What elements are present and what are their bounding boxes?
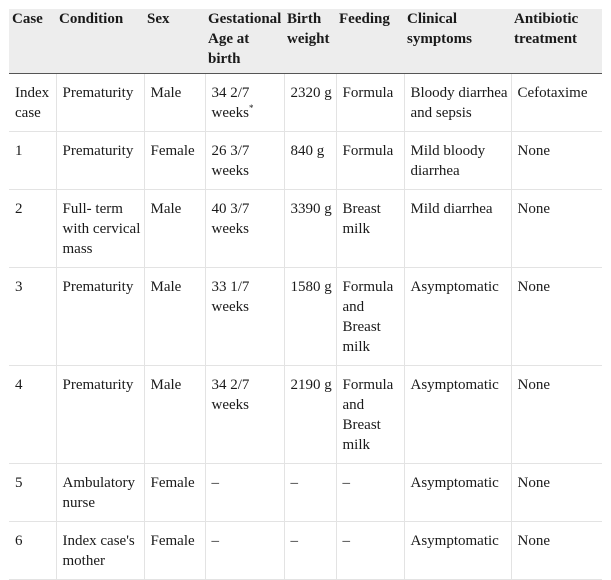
cell-feeding: Breast milk bbox=[336, 190, 404, 268]
cell-gestational-age: 26 3/7 weeks bbox=[205, 132, 284, 190]
cell-case: 1 bbox=[9, 132, 56, 190]
cell-gestational-age: – bbox=[205, 522, 284, 580]
table-row bbox=[9, 132, 602, 190]
header-clinical-symptoms: Clinical symptoms bbox=[404, 9, 511, 74]
table-row bbox=[9, 190, 602, 268]
cell-sex: Male bbox=[144, 190, 205, 268]
cell-gestational-age: 40 3/7 weeks bbox=[205, 190, 284, 268]
cell-clinical-symptoms: Asymptomatic bbox=[404, 366, 511, 464]
cell-antibiotic: None bbox=[511, 522, 602, 580]
cell-feeding: – bbox=[336, 522, 404, 580]
table-row bbox=[9, 522, 602, 580]
header-condition: Condition bbox=[56, 9, 144, 74]
cell-case: 6 bbox=[9, 522, 56, 580]
header-antibiotic-treatment: Antibiotic treatment bbox=[511, 9, 602, 74]
cell-antibiotic: None bbox=[511, 366, 602, 464]
cell-antibiotic: None bbox=[511, 190, 602, 268]
cell-case: 3 bbox=[9, 268, 56, 366]
cell-gestational-age: – bbox=[205, 464, 284, 522]
table-row bbox=[9, 366, 602, 464]
cell-condition: Prematurity bbox=[56, 132, 144, 190]
cell-clinical-symptoms: Bloody diarrhea and sepsis bbox=[404, 74, 511, 132]
cell-condition: Index case's mother bbox=[56, 522, 144, 580]
cell-condition: Ambulatory nurse bbox=[56, 464, 144, 522]
cell-birth-weight: – bbox=[284, 464, 336, 522]
cell-clinical-symptoms: Mild bloody diarrhea bbox=[404, 132, 511, 190]
cell-sex: Female bbox=[144, 464, 205, 522]
gestational-age-value: 34 2/7 weeks bbox=[211, 85, 250, 121]
table-row bbox=[9, 464, 602, 522]
cell-sex: Male bbox=[144, 268, 205, 366]
table-row bbox=[9, 74, 602, 132]
cell-gestational-age: 33 1/7 weeks bbox=[205, 268, 284, 366]
cell-condition: Prematurity bbox=[56, 74, 144, 132]
cell-sex: Female bbox=[144, 132, 205, 190]
cell-birth-weight: 1580 g bbox=[284, 268, 336, 366]
cell-feeding: – bbox=[336, 464, 404, 522]
cell-feeding: Formula bbox=[336, 132, 404, 190]
cell-antibiotic: Cefotaxime bbox=[511, 74, 602, 132]
header-row bbox=[9, 9, 602, 74]
cell-condition: Full- term with cervical mass bbox=[56, 190, 144, 268]
cell-sex: Male bbox=[144, 74, 205, 132]
cell-clinical-symptoms: Asymptomatic bbox=[404, 268, 511, 366]
cell-condition: Prematurity bbox=[56, 268, 144, 366]
cell-antibiotic: None bbox=[511, 464, 602, 522]
cell-case: 4 bbox=[9, 366, 56, 464]
cell-case: 2 bbox=[9, 190, 56, 268]
cell-sex: Male bbox=[144, 366, 205, 464]
cell-birth-weight: 3390 g bbox=[284, 190, 336, 268]
cell-condition: Prematurity bbox=[56, 366, 144, 464]
header-feeding: Feeding bbox=[336, 9, 404, 74]
cell-clinical-symptoms: Asymptomatic bbox=[404, 464, 511, 522]
header-birth-weight: Birth weight bbox=[284, 9, 336, 74]
table-row bbox=[9, 268, 602, 366]
cell-feeding: Formula bbox=[336, 74, 404, 132]
footnote-marker: * bbox=[249, 103, 254, 113]
header-gestational-age: Gestational Age at birth bbox=[205, 9, 284, 74]
header-sex: Sex bbox=[144, 9, 205, 74]
cell-sex: Female bbox=[144, 522, 205, 580]
cell-gestational-age: 34 2/7 weeks bbox=[205, 366, 284, 464]
cell-birth-weight: – bbox=[284, 522, 336, 580]
cell-feeding: Formula and Breast milk bbox=[336, 268, 404, 366]
cell-antibiotic: None bbox=[511, 268, 602, 366]
cell-birth-weight: 2190 g bbox=[284, 366, 336, 464]
cell-birth-weight: 2320 g bbox=[284, 74, 336, 132]
cell-birth-weight: 840 g bbox=[284, 132, 336, 190]
header-case: Case bbox=[9, 9, 56, 74]
cell-clinical-symptoms: Asymptomatic bbox=[404, 522, 511, 580]
cell-clinical-symptoms: Mild diarrhea bbox=[404, 190, 511, 268]
cell-antibiotic: None bbox=[511, 132, 602, 190]
cell-case: 5 bbox=[9, 464, 56, 522]
cell-gestational-age bbox=[205, 74, 284, 132]
table-container bbox=[9, 9, 602, 580]
cell-feeding: Formula and Breast milk bbox=[336, 366, 404, 464]
cell-case: Index case bbox=[9, 74, 56, 132]
cases-table bbox=[9, 9, 602, 580]
